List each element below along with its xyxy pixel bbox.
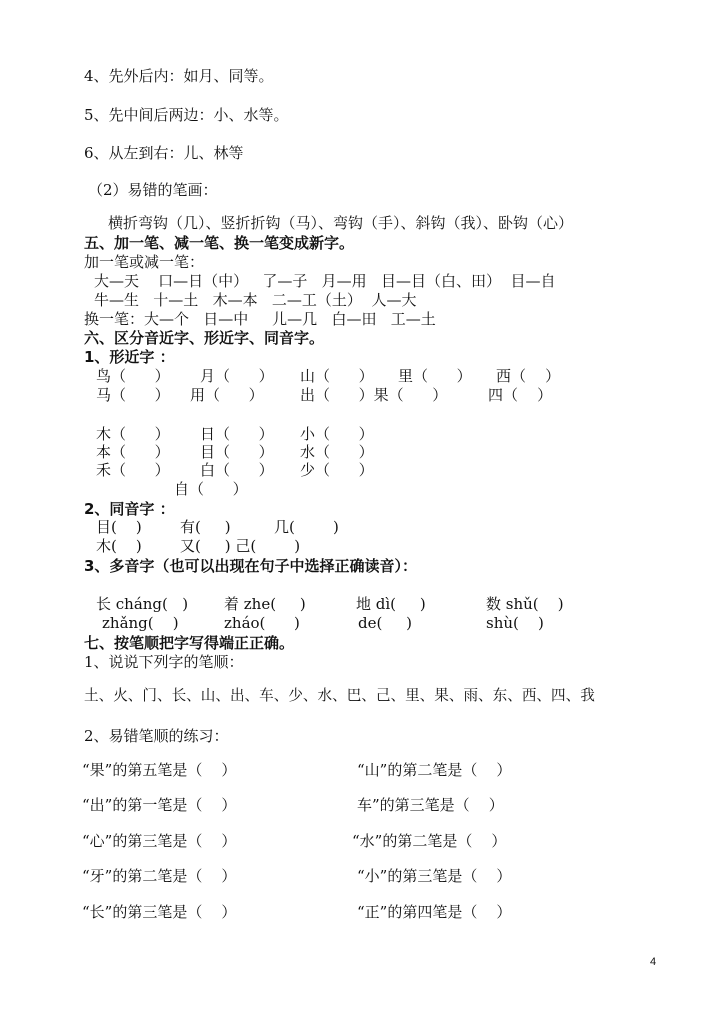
similar-item: 少（ ）: [300, 461, 374, 479]
polyphone-item: 长 cháng( ): [96, 595, 189, 613]
add-subtract-row-1: 大—天 口—日（中） 了—子 月—用 目—目（白、田） 目—自: [94, 272, 556, 290]
homophone-item: 有( ): [180, 518, 231, 536]
section-7-title: 七、按笔顺把字写得端正正确。: [84, 634, 295, 652]
similar-item: 自（ ）: [174, 480, 248, 498]
similar-item: 本（ ）: [96, 443, 170, 461]
page-number: 4: [650, 956, 657, 968]
homophone-item: 又( ) 己( ): [180, 537, 301, 555]
stroke-question: “山”的第二笔是（ ）: [357, 761, 512, 779]
similar-item: 里（ ）: [398, 367, 472, 385]
stroke-question: 车”的第三笔是（ ）: [357, 796, 504, 814]
stroke-question: “果”的第五笔是（ ）: [82, 761, 237, 779]
similar-item: 小（ ）: [300, 425, 374, 443]
similar-item: 出（ ）果（ ）: [300, 386, 448, 404]
stroke-question: “正”的第四笔是（ ）: [357, 903, 512, 921]
similar-item: 月（ ）: [200, 367, 274, 385]
similar-item: 水（ ）: [300, 443, 374, 461]
similar-item: 马（ ）: [96, 386, 170, 404]
stroke-question: “心”的第三笔是（ ）: [82, 832, 237, 850]
homophone-item: 几( ): [274, 518, 339, 536]
stroke-question: “牙”的第二笔是（ ）: [82, 867, 237, 885]
polyphone-title: 3、多音字（也可以出现在句子中选择正确读音）：: [84, 557, 417, 575]
stroke-order-q2: 2、易错笔顺的练习：: [84, 727, 229, 745]
polyphone-item: 地 dì( ): [356, 595, 426, 613]
stroke-question: “出”的第一笔是（ ）: [82, 796, 237, 814]
add-subtract-label: 加一笔或减一笔：: [84, 253, 205, 271]
stroke-question: “小”的第三笔是（ ）: [357, 867, 512, 885]
similar-shape-title: 1、形近字 ：: [84, 348, 175, 366]
polyphone-item: shù( ): [486, 614, 544, 632]
error-strokes-list: 横折弯钩（几）、竖折折钩（马）、弯钩（手）、斜钩（我）、卧钩（心）: [108, 214, 574, 232]
similar-item: 目（ ）: [200, 443, 274, 461]
similar-item: 日（ ）: [200, 425, 274, 443]
similar-item: 用（ ）: [190, 386, 264, 404]
polyphone-item: zháo( ): [224, 614, 300, 632]
stroke-order-q1: 1、说说下列字的笔顺：: [84, 653, 244, 671]
section-6-title: 六、区分音近字、形近字、同音字。: [84, 329, 325, 347]
stroke-order-chars: 土、火、门、长、山、出、车、少、水、巴、己、里、果、雨、东、西、四、我: [84, 687, 595, 704]
rule-6: 6、从左到右：儿、林等: [84, 144, 244, 162]
similar-item: 白（ ）: [200, 461, 274, 479]
rule-4: 4、先外后内：如月、同等。: [84, 67, 274, 85]
homophone-item: 目( ): [96, 518, 142, 536]
similar-item: 四（ ）: [488, 386, 553, 404]
similar-item: 禾（ ）: [96, 461, 170, 479]
polyphone-item: zhǎng( ): [102, 614, 179, 632]
stroke-question: “长”的第三笔是（ ）: [82, 903, 237, 921]
polyphone-item: de( ): [358, 614, 413, 632]
similar-item: 木（ ）: [96, 425, 170, 443]
section-5-title: 五、加一笔、减一笔、换一笔变成新字。: [84, 234, 355, 252]
homophone-item: 木( ): [96, 537, 142, 555]
change-stroke-row: 换一笔：大—个 日—中 儿—几 白—田 工—土: [84, 310, 436, 328]
stroke-question: “水”的第二笔是（ ）: [352, 832, 507, 850]
polyphone-item: 着 zhe( ): [224, 595, 306, 613]
error-strokes-heading: （2）易错的笔画：: [88, 181, 218, 199]
similar-item: 鸟（ ）: [96, 367, 170, 385]
similar-item: 山（ ）: [300, 367, 374, 385]
add-subtract-row-2: 牛—生 十—土 木—本 二—工（土） 人—大: [94, 291, 417, 309]
polyphone-item: 数 shǔ( ): [486, 595, 564, 613]
homophone-title: 2、同音字 ：: [84, 500, 175, 518]
rule-5: 5、先中间后两边：小、水等。: [84, 106, 289, 124]
similar-item: 西（ ）: [496, 367, 561, 385]
